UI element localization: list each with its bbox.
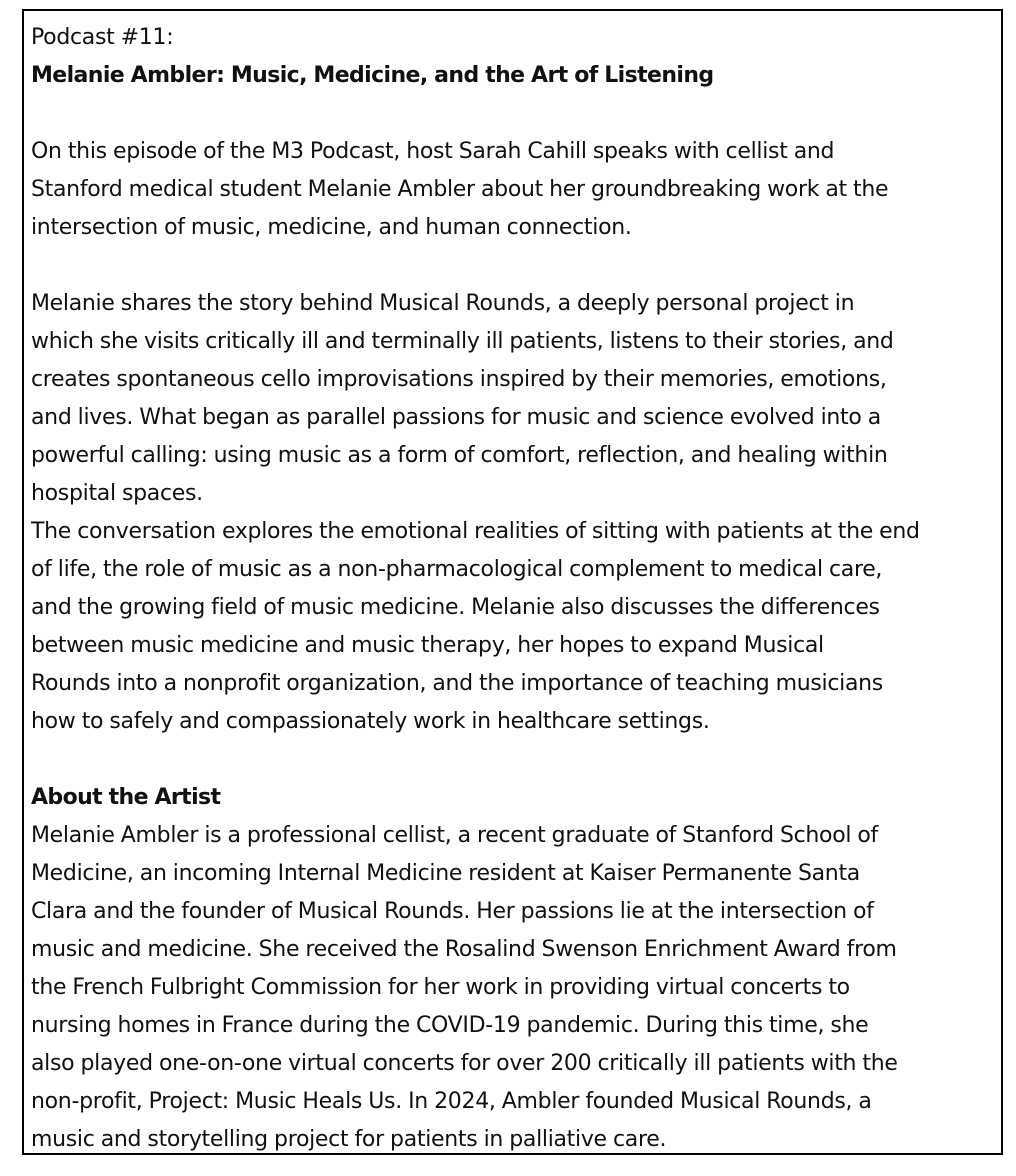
story-paragraph — [31, 285, 995, 513]
paragraph-line: how to safely and compassionately work in healthcare settings. — [31, 709, 710, 734]
paragraph-line: Stanford medical student Melanie Ambler about her groundbreaking work at the — [31, 177, 889, 202]
paragraph-line: which she visits critically ill and terminally ill patients, listens to their stories, and — [31, 329, 894, 354]
paragraph-line: creates spontaneous cello improvisations inspired by their memories, emotions, — [31, 367, 887, 392]
paragraph-line: between music medicine and music therapy, her hopes to expand Musical — [31, 633, 824, 658]
paragraph-line: Rounds into a nonprofit organization, and the importance of teaching musicians — [31, 671, 883, 696]
paragraph-line: powerful calling: using music as a form of comfort, reflection, and healing within — [31, 443, 888, 468]
paragraph-line: and lives. What began as parallel passions for music and science evolved into a — [31, 405, 881, 430]
paragraph-line: of life, the role of music as a non-pharmacological complement to medical care, — [31, 557, 883, 582]
paragraph-line: music and medicine. She received the Rosalind Swenson Enrichment Award from — [31, 937, 897, 962]
paragraph-line: and the growing field of music medicine. Melanie also discusses the differences — [31, 595, 880, 620]
about-heading: About the Artist — [31, 785, 221, 810]
spacer — [31, 247, 995, 285]
paragraph-line: music and storytelling project for patients in palliative care. — [31, 1127, 667, 1152]
paragraph-line: intersection of music, medicine, and human connection. — [31, 215, 632, 240]
paragraph-line: Melanie Ambler is a professional cellist, a recent graduate of Stanford School of — [31, 823, 878, 848]
paragraph-line: Medicine, an incoming Internal Medicine resident at Kaiser Permanente Santa — [31, 861, 860, 886]
spacer — [31, 95, 995, 133]
paragraph-line: the French Fulbright Commission for her work in providing virtual concerts to — [31, 975, 850, 1000]
paragraph-line: also played one-on-one virtual concerts for over 200 critically ill patients with the — [31, 1051, 898, 1076]
about-paragraph — [31, 817, 995, 1159]
paragraph-line: nursing homes in France during the COVID-19 pandemic. During this time, she — [31, 1013, 869, 1038]
paragraph-line: On this episode of the M3 Podcast, host Sarah Cahill speaks with cellist and — [31, 139, 835, 164]
paragraph-line: The conversation explores the emotional realities of sitting with patients at the end — [31, 519, 920, 544]
podcast-number-label: Podcast #11: — [31, 25, 174, 50]
paragraph-line: hospital spaces. — [31, 481, 203, 506]
spacer — [31, 741, 995, 779]
paragraph-line: Clara and the founder of Musical Rounds. Her passions lie at the intersection of — [31, 899, 874, 924]
conversation-paragraph — [31, 513, 995, 741]
paragraph-line: non-profit, Project: Music Heals Us. In 2024, Ambler founded Musical Rounds, a — [31, 1089, 872, 1114]
podcast-description-box — [22, 9, 1003, 1155]
paragraph-line: Melanie shares the story behind Musical Rounds, a deeply personal project in — [31, 291, 855, 316]
intro-paragraph — [31, 133, 995, 247]
podcast-title: Melanie Ambler: Music, Medicine, and the Art of Listening — [31, 63, 714, 88]
